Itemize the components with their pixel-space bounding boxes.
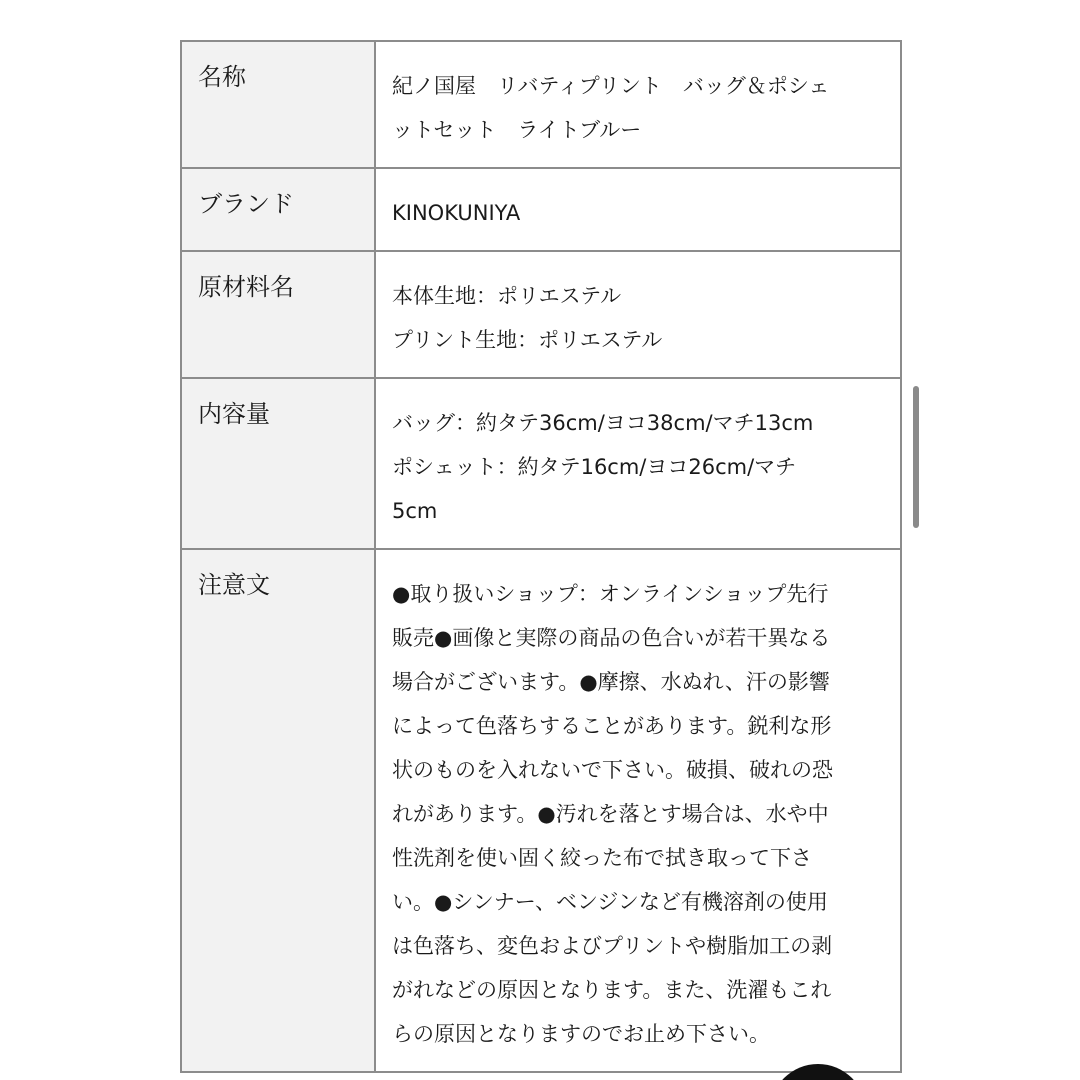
- scrollbar-thumb[interactable]: [913, 386, 919, 528]
- spec-value-line: によって色落ちすることがあります。鋭利な形: [392, 714, 832, 738]
- spec-value-line: 販売●画像と実際の商品の色合いが若干異なる: [392, 626, 831, 650]
- spec-value-line: プリント生地：ポリエステル: [392, 328, 663, 352]
- spec-label-materials: 原材料名: [181, 251, 375, 378]
- spec-value-line: れがあります。●汚れを落とす場合は、水や中: [392, 802, 829, 826]
- spec-row-materials: [181, 251, 901, 378]
- spec-value-line: 紀ノ国屋 リバティプリント バッグ＆ポシェ: [392, 74, 830, 98]
- spec-row-brand: [181, 168, 901, 251]
- spec-value-line: ポシェット：約タテ16cm/ヨコ26cm/マチ: [392, 455, 797, 479]
- spec-value-name: [375, 41, 901, 168]
- spec-value-line: 5cm: [392, 499, 438, 523]
- spec-value-line: い。●シンナー、ベンジンなど有機溶剤の使用: [392, 890, 828, 914]
- spec-value-line: は色落ち、変色およびプリントや樹脂加工の剥: [392, 934, 833, 958]
- spec-value-line: 状のものを入れないで下さい。破損、破れの恐: [392, 758, 833, 782]
- spec-value-line: がれなどの原因となります。また、洗濯もこれ: [392, 978, 832, 1002]
- spec-value-line: 本体生地：ポリエステル: [392, 284, 622, 308]
- spec-value-contents: [375, 378, 901, 549]
- spec-label-name: 名称: [181, 41, 375, 168]
- spec-value-line: バッグ：約タテ36cm/ヨコ38cm/マチ13cm: [392, 411, 814, 435]
- spec-row-notes: [181, 549, 901, 1072]
- spec-label-contents: 内容量: [181, 378, 375, 549]
- spec-value-line: 場合がございます。●摩擦、水ぬれ、汗の影響: [392, 670, 830, 694]
- spec-value-materials: [375, 251, 901, 378]
- spec-label-brand: ブランド: [181, 168, 375, 251]
- spec-value-line: ●取り扱いショップ：オンラインショップ先行: [392, 582, 829, 606]
- spec-row-name: [181, 41, 901, 168]
- product-spec-table: [180, 40, 902, 1073]
- spec-value-notes: [375, 549, 901, 1072]
- spec-row-contents: [181, 378, 901, 549]
- spec-label-notes: 注意文: [181, 549, 375, 1072]
- spec-value-line: ットセット ライトブルー: [392, 118, 642, 142]
- spec-value-brand: [375, 168, 901, 251]
- spec-value-line: らの原因となりますのでお止め下さい。: [392, 1022, 770, 1046]
- spec-value-line: KINOKUNIYA: [392, 201, 521, 225]
- spec-value-line: 性洗剤を使い固く絞った布で拭き取って下さ: [392, 846, 812, 870]
